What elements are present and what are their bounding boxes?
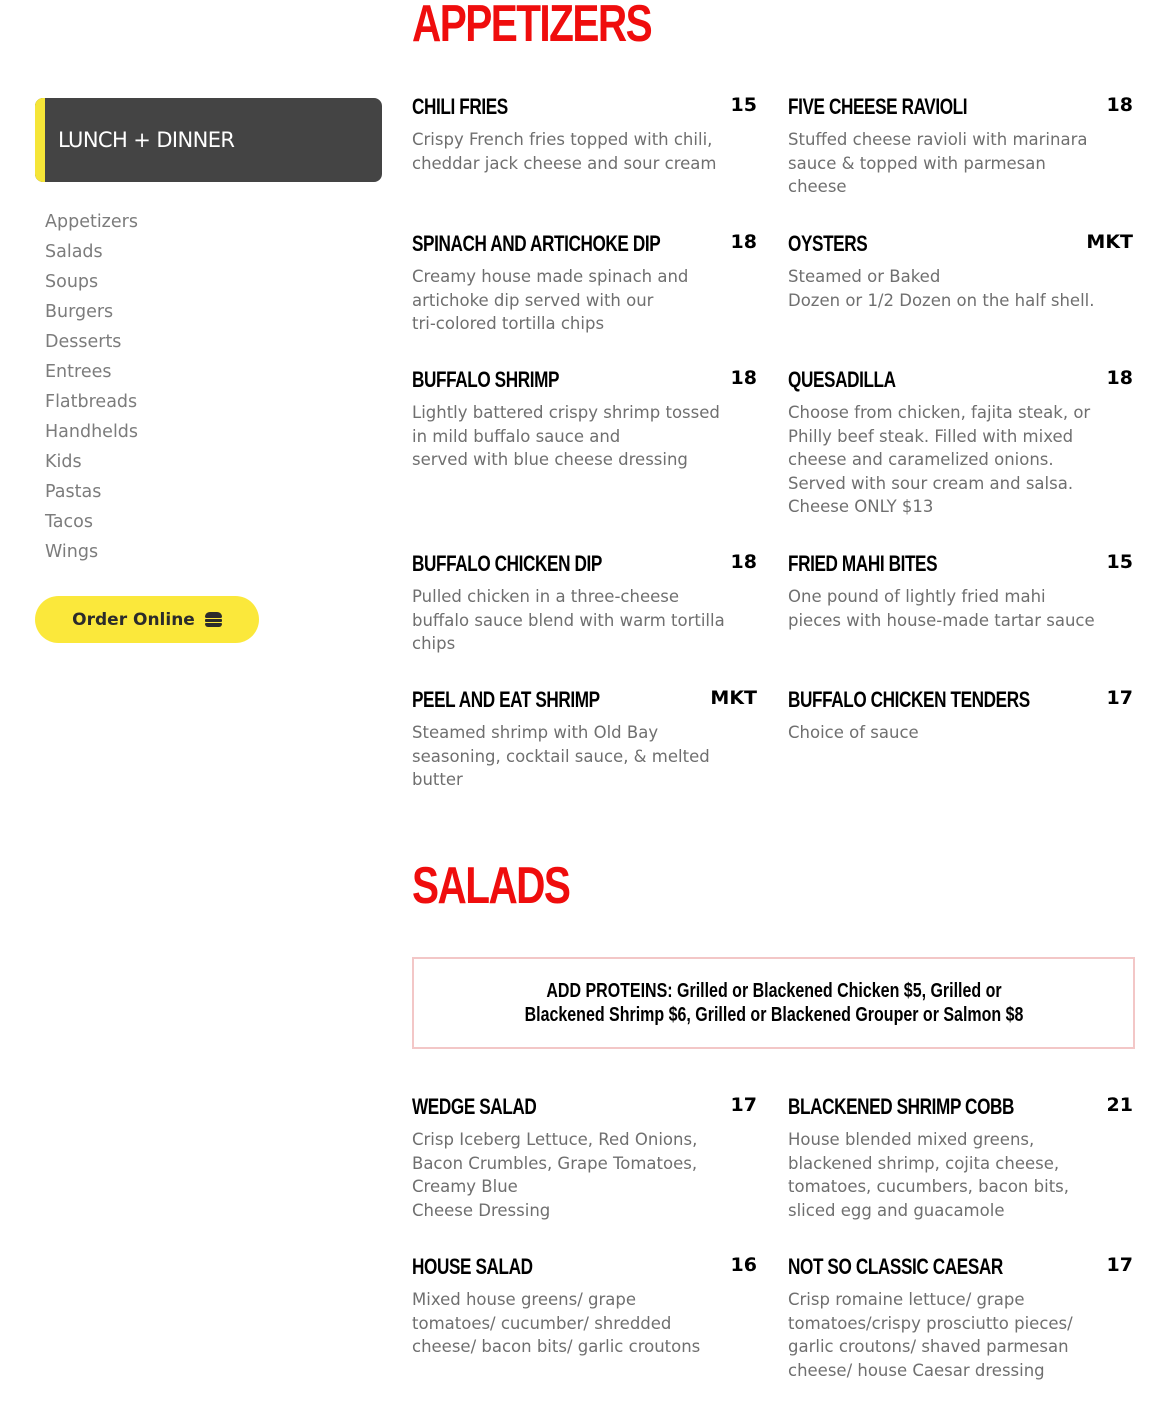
menu-item-name: CHILI FRIES bbox=[412, 94, 508, 119]
nav-link-salads[interactable]: Salads bbox=[45, 242, 103, 262]
menu-item-price: 21 bbox=[1106, 1094, 1133, 1116]
header-accent-bar bbox=[35, 98, 45, 182]
menu-item-name: BUFFALO SHRIMP bbox=[412, 367, 560, 392]
menu-item-price: 16 bbox=[730, 1254, 757, 1276]
menu-item-price: 17 bbox=[1106, 1254, 1133, 1276]
nav-link-pastas[interactable]: Pastas bbox=[45, 482, 102, 502]
menu-item-price: 18 bbox=[730, 367, 757, 389]
menu-item-description: House blended mixed greens, blackened shrimp, cojita cheese, tomatoes, cucumbers, bacon bits, sliced egg and guacamole bbox=[788, 1130, 1069, 1220]
menu-item-description: Steamed shrimp with Old Bay seasoning, cocktail sauce, & melted butter bbox=[412, 723, 710, 789]
nav-link-burgers[interactable]: Burgers bbox=[45, 302, 114, 322]
add-proteins-note bbox=[412, 957, 1135, 1049]
menu-item-description: Pulled chicken in a three-cheese buffalo sauce blend with warm tortilla chips bbox=[412, 587, 725, 653]
appetizers-title: APPETIZERS bbox=[412, 0, 652, 53]
menu-section-nav bbox=[45, 209, 138, 569]
menu-item-price: 18 bbox=[1106, 94, 1133, 116]
menu-item-name: BUFFALO CHICKEN TENDERS bbox=[788, 687, 1030, 712]
menu-item-name: FRIED MAHI BITES bbox=[788, 551, 938, 576]
menu-item-description: One pound of lightly fried mahi pieces with house-made tartar sauce bbox=[788, 587, 1095, 630]
nav-link-wings[interactable]: Wings bbox=[45, 542, 99, 562]
nav-link-tacos[interactable]: Tacos bbox=[45, 512, 93, 532]
menu-category-title: LUNCH + DINNER bbox=[58, 128, 235, 152]
menu-item-name: FIVE CHEESE RAVIOLI bbox=[788, 94, 968, 119]
menu-item-price: MKT bbox=[1086, 231, 1133, 253]
menu-item-description: Crisp romaine lettuce/ grape tomatoes/crispy prosciutto pieces/ garlic croutons/ shaved parmesan cheese/ house Caesar dressing bbox=[788, 1290, 1073, 1380]
menu-item-price: 15 bbox=[1106, 551, 1133, 573]
menu-item-name: BLACKENED SHRIMP COBB bbox=[788, 1094, 1015, 1119]
nav-link-soups[interactable]: Soups bbox=[45, 272, 99, 292]
menu-item-description: Crispy French fries topped with chili, cheddar jack cheese and sour cream bbox=[412, 130, 717, 173]
menu-item-name: HOUSE SALAD bbox=[412, 1254, 533, 1279]
menu-item-price: 17 bbox=[1106, 687, 1133, 709]
nav-link-entrees[interactable]: Entrees bbox=[45, 362, 112, 382]
nav-link-flatbreads[interactable]: Flatbreads bbox=[45, 392, 138, 412]
add-proteins-text: ADD PROTEINS: Grilled or Blackened Chicken $5, Grilled or Blackened Shrimp $6, Grilled or Blackened Grouper or Salmon $8 bbox=[524, 980, 1023, 1026]
menu-item-price: 18 bbox=[730, 231, 757, 253]
menu-item-price: 15 bbox=[730, 94, 757, 116]
nav-link-desserts[interactable]: Desserts bbox=[45, 332, 122, 352]
menu-item-description: Mixed house greens/ grape tomatoes/ cucumber/ shredded cheese/ bacon bits/ garlic croutons bbox=[412, 1290, 701, 1356]
menu-item-description: Choose from chicken, fajita steak, or Philly beef steak. Filled with mixed cheese and caramelized onions. Served with sour cream and salsa. Cheese ONLY $13 bbox=[788, 403, 1091, 516]
menu-item-name: NOT SO CLASSIC CAESAR bbox=[788, 1254, 1003, 1279]
menu-item-name: WEDGE SALAD bbox=[412, 1094, 537, 1119]
menu-item-price: 18 bbox=[730, 551, 757, 573]
menu-item-price: 17 bbox=[730, 1094, 757, 1116]
menu-item-name: PEEL AND EAT SHRIMP bbox=[412, 687, 600, 712]
nav-link-handhelds[interactable]: Handhelds bbox=[45, 422, 139, 442]
menu-item-description: Crisp Iceberg Lettuce, Red Onions, Bacon Crumbles, Grape Tomatoes, Creamy Blue Cheese Dressing bbox=[412, 1130, 698, 1220]
menu-category-header[interactable] bbox=[35, 98, 382, 182]
menu-item-description: Stuffed cheese ravioli with marinara sauce & topped with parmesan cheese bbox=[788, 130, 1088, 196]
nav-link-appetizers[interactable]: Appetizers bbox=[45, 212, 138, 232]
menu-item-description: Lightly battered crispy shrimp tossed in mild buffalo sauce and served with blue cheese dressing bbox=[412, 403, 720, 469]
menu-item-name: SPINACH AND ARTICHOKE DIP bbox=[412, 231, 661, 256]
salads-title: SALADS bbox=[412, 857, 570, 915]
menu-item-name: QUESADILLA bbox=[788, 367, 896, 392]
burger-icon bbox=[205, 612, 222, 627]
menu-item-name: OYSTERS bbox=[788, 231, 868, 256]
order-online-label: Order Online bbox=[72, 609, 195, 630]
menu-item-price: MKT bbox=[710, 687, 757, 709]
menu-item-description: Steamed or Baked Dozen or 1/2 Dozen on the half shell. bbox=[788, 267, 1095, 310]
menu-item-description: Creamy house made spinach and artichoke dip served with our tri-colored tortilla chips bbox=[412, 267, 689, 333]
nav-link-kids[interactable]: Kids bbox=[45, 452, 82, 472]
order-online-button[interactable] bbox=[35, 596, 259, 643]
menu-item-price: 18 bbox=[1106, 367, 1133, 389]
menu-item-description: Choice of sauce bbox=[788, 723, 919, 742]
menu-item-name: BUFFALO CHICKEN DIP bbox=[412, 551, 602, 576]
